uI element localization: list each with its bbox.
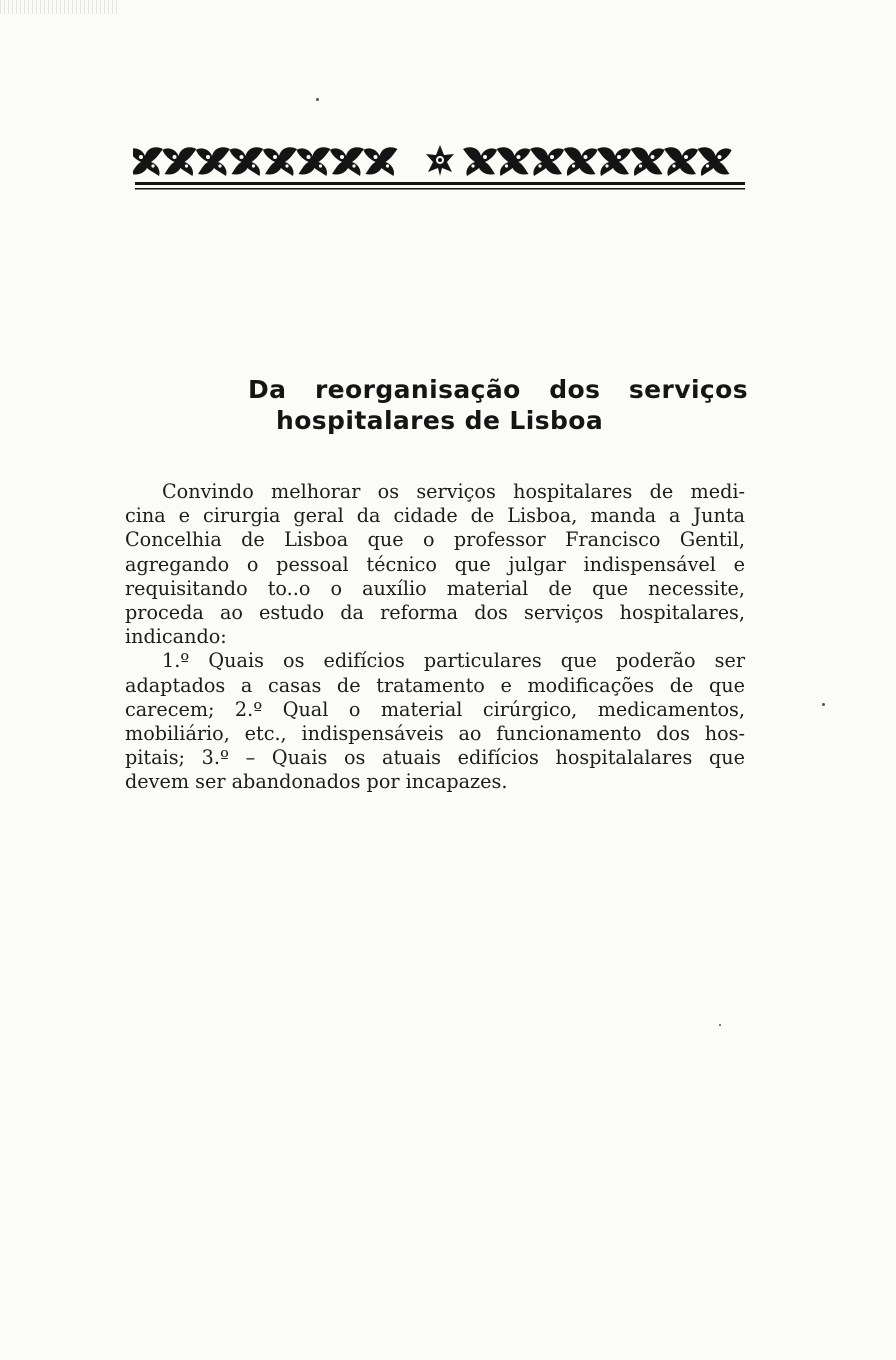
leaf-motif-icon bbox=[463, 147, 497, 176]
medallion-icon bbox=[426, 145, 454, 176]
ornament-rule-thin bbox=[135, 188, 745, 190]
title-line-1: Da reorganisação dos serviços bbox=[248, 375, 748, 404]
leaf-motif-icon bbox=[330, 147, 364, 176]
leaf-motif-icon bbox=[196, 147, 230, 176]
body-line: Convindo melhorar os serviços hospitalares de medi- bbox=[162, 480, 745, 503]
leaf-motif-icon bbox=[163, 147, 197, 176]
leaf-motif-icon bbox=[297, 147, 331, 176]
body-line: proceda ao estudo da reforma dos serviços hospitalares, bbox=[125, 601, 745, 625]
scan-speck bbox=[316, 98, 319, 101]
body-line: mobiliário, etc., indispensáveis ao funcionamento dos hos- bbox=[125, 722, 745, 746]
body-line: carecem; 2.º Qual o material cirúrgico, medicamentos, bbox=[125, 697, 745, 721]
leaf-motif-icon bbox=[230, 147, 264, 176]
document-body bbox=[125, 480, 745, 795]
leaf-motif-icon bbox=[664, 147, 698, 176]
body-line: devem ser abandonados por incapazes. bbox=[125, 770, 508, 794]
scan-speck bbox=[719, 1024, 721, 1026]
leaf-motif-icon bbox=[698, 147, 732, 176]
page-title bbox=[240, 374, 750, 436]
body-line: Concelhia de Lisboa que o professor Francisco Gentil, bbox=[125, 528, 745, 552]
leaf-motif-icon bbox=[631, 147, 665, 176]
body-line: 1.º Quais os edifícios particulares que poderão ser bbox=[162, 649, 745, 673]
leaf-motif-icon bbox=[133, 147, 163, 176]
leaf-motif-icon bbox=[597, 147, 631, 176]
title-line-2: hospitalares de Lisboa bbox=[276, 406, 604, 435]
ornament-rule bbox=[135, 182, 745, 185]
body-line: cina e cirurgia geral da cidade de Lisboa, manda a Junta bbox=[125, 504, 745, 528]
scan-artifact bbox=[0, 0, 120, 14]
ornament-leaf-icon bbox=[133, 138, 747, 196]
scan-speck bbox=[822, 703, 825, 706]
decorative-ornament-band bbox=[133, 138, 747, 196]
leaf-motif-icon bbox=[530, 147, 564, 176]
leaf-motif-icon bbox=[364, 147, 398, 176]
body-line: requisitando to..o o auxílio material de que necessite, bbox=[125, 576, 745, 600]
body-line: adaptados a casas de tratamento e modificações de que bbox=[125, 673, 745, 697]
body-line: indicando: bbox=[125, 625, 227, 649]
leaf-motif-icon bbox=[564, 147, 598, 176]
body-line: agregando o pessoal técnico que julgar indispensável e bbox=[125, 552, 745, 576]
leaf-motif-icon bbox=[263, 147, 297, 176]
leaf-motif-icon bbox=[497, 147, 531, 176]
body-line: pitais; 3.º – Quais os atuais edifícios hospitalalares que bbox=[125, 746, 745, 770]
